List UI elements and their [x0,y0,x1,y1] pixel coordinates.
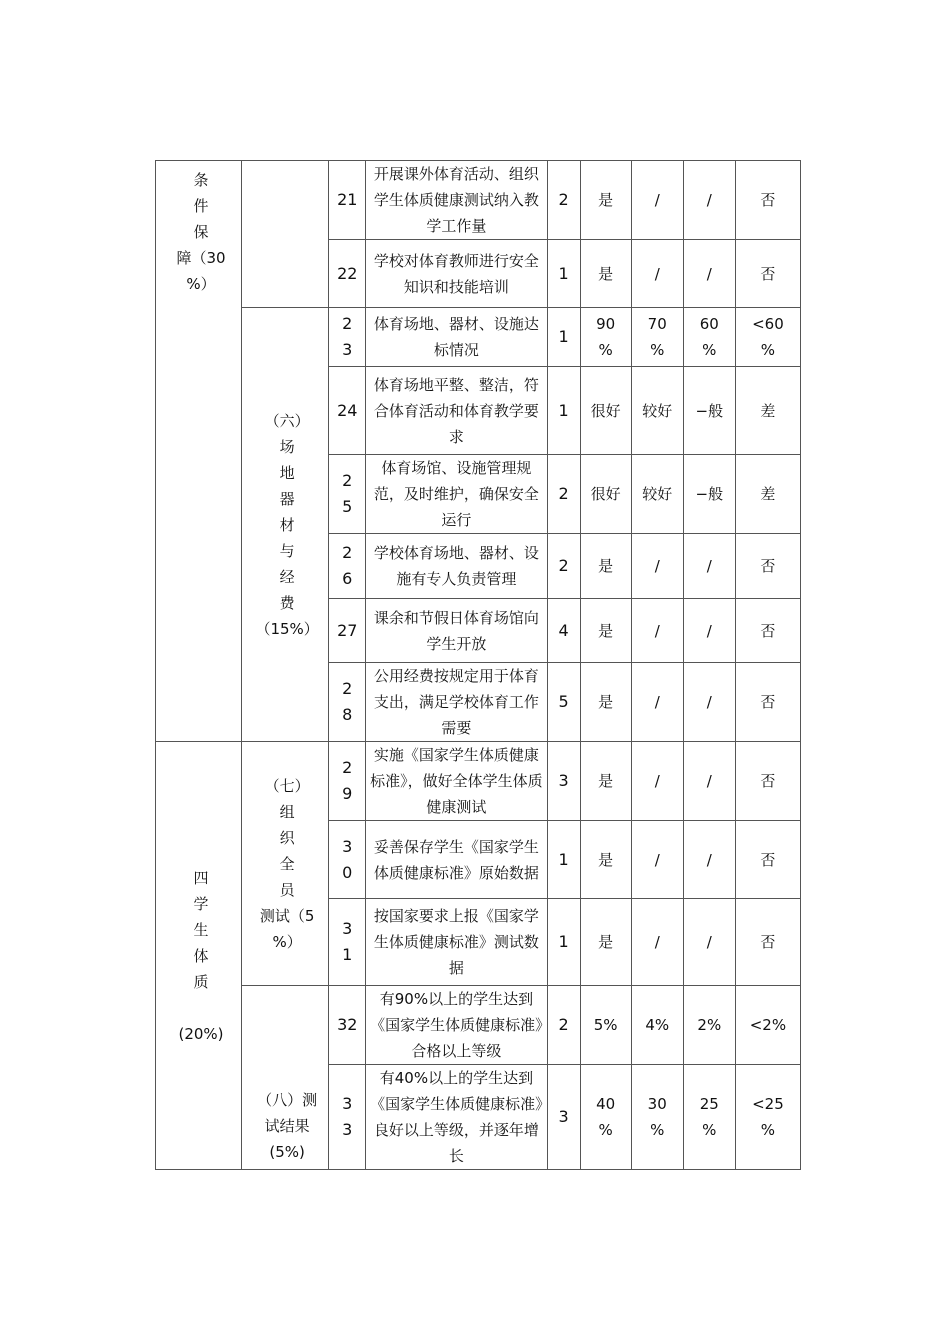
grade-d-cell: 否 [735,161,800,240]
grade-c-cell: 60 % [683,308,735,367]
grade-a-cell: 90 % [580,308,631,367]
score-cell: 3 [547,1065,580,1170]
grade-d-cell: <60 % [735,308,800,367]
table-row [156,742,801,821]
subsection-cell [242,161,329,308]
grade-c-cell: / [683,742,735,821]
score-cell: 1 [547,899,580,986]
item-text: 公用经费按规定用于体育支出，满足学校体育工作需要 [366,663,547,742]
item-text: 体育场地、器材、设施达标情况 [366,308,547,367]
section-cell [156,161,242,742]
grade-a-cell: 是 [580,240,631,308]
grade-d-cell: 否 [735,663,800,742]
row-number: 2 3 [329,308,366,367]
evaluation-table [155,160,801,1170]
grade-d-cell: 否 [735,534,800,599]
grade-b-cell: / [631,161,683,240]
grade-a-cell: 是 [580,663,631,742]
grade-c-cell: / [683,161,735,240]
item-text: 体育场馆、设施管理规范，及时维护，确保安全运行 [366,455,547,534]
row-number: 3 0 [329,821,366,899]
grade-c-cell: / [683,240,735,308]
score-cell: 4 [547,599,580,663]
item-text: 课余和节假日体育场馆向学生开放 [366,599,547,663]
grade-b-cell: 较好 [631,367,683,455]
row-number: 27 [329,599,366,663]
item-text: 体育场地平整、整洁，符合体育活动和体育教学要求 [366,367,547,455]
grade-d-cell: 否 [735,821,800,899]
grade-c-cell: / [683,534,735,599]
subsection-cell [242,308,329,742]
item-text: 有90%以上的学生达到《国家学生体质健康标准》合格以上等级 [366,986,547,1065]
grade-a-cell: 很好 [580,367,631,455]
score-cell: 2 [547,534,580,599]
grade-b-cell: / [631,663,683,742]
table-row [156,161,801,240]
table-row [156,986,801,1065]
grade-d-cell: 差 [735,455,800,534]
row-number: 2 6 [329,534,366,599]
grade-d-cell: <2% [735,986,800,1065]
table-row [156,308,801,367]
grade-d-cell: 否 [735,240,800,308]
grade-b-cell: 30 % [631,1065,683,1170]
score-cell: 1 [547,240,580,308]
item-text: 妥善保存学生《国家学生体质健康标准》原始数据 [366,821,547,899]
grade-c-cell: −般 [683,367,735,455]
row-number: 2 9 [329,742,366,821]
section-label: 条 件 保 障（30 %） [176,171,226,293]
row-number: 32 [329,986,366,1065]
grade-b-cell: / [631,742,683,821]
grade-a-cell: 是 [580,899,631,986]
grade-c-cell: 25 % [683,1065,735,1170]
grade-d-cell: 差 [735,367,800,455]
score-cell: 2 [547,986,580,1065]
grade-b-cell: / [631,534,683,599]
score-cell: 1 [547,367,580,455]
grade-b-cell: / [631,821,683,899]
grade-a-cell: 是 [580,821,631,899]
row-number: 2 5 [329,455,366,534]
grade-c-cell: / [683,821,735,899]
section-cell [156,742,242,1170]
subsection-label: （七） 组 织 全 员 测试（5 %） [259,776,315,951]
grade-b-cell: / [631,240,683,308]
grade-a-cell: 是 [580,161,631,240]
grade-a-cell: 是 [580,534,631,599]
item-text: 学校体育场地、器材、设施有专人负责管理 [366,534,547,599]
grade-c-cell: / [683,599,735,663]
subsection-cell [242,742,329,986]
grade-d-cell: 否 [735,599,800,663]
grade-a-cell: 40 % [580,1065,631,1170]
score-cell: 5 [547,663,580,742]
item-text: 实施《国家学生体质健康标准》，做好全体学生体质健康测试 [366,742,547,821]
subsection-cell [242,986,329,1170]
score-cell: 1 [547,821,580,899]
grade-c-cell: / [683,899,735,986]
item-text: 开展课外体育活动、组织学生体质健康测试纳入教学工作量 [366,161,547,240]
grade-d-cell: <25 % [735,1065,800,1170]
score-cell: 2 [547,161,580,240]
item-text: 按国家要求上报《国家学生体质健康标准》测试数据 [366,899,547,986]
subsection-label: （八）测 试结果 (5%) [257,1091,318,1161]
grade-d-cell: 否 [735,742,800,821]
row-number: 3 1 [329,899,366,986]
row-number: 24 [329,367,366,455]
section-label: 四 学 生 体 质 (20%) [178,868,224,1043]
grade-d-cell: 否 [735,899,800,986]
row-number: 21 [329,161,366,240]
subsection-label: （六） 场 地 器 材 与 经 费 （15%） [255,411,319,638]
grade-b-cell: 4% [631,986,683,1065]
grade-b-cell: / [631,599,683,663]
row-number: 2 8 [329,663,366,742]
item-text: 学校对体育教师进行安全知识和技能培训 [366,240,547,308]
grade-a-cell: 是 [580,742,631,821]
grade-b-cell: 较好 [631,455,683,534]
grade-c-cell: −般 [683,455,735,534]
item-text: 有40%以上的学生达到《国家学生体质健康标准》良好以上等级，并逐年增长 [366,1065,547,1170]
score-cell: 2 [547,455,580,534]
grade-a-cell: 5% [580,986,631,1065]
grade-a-cell: 很好 [580,455,631,534]
row-number: 3 3 [329,1065,366,1170]
grade-b-cell: 70 % [631,308,683,367]
grade-a-cell: 是 [580,599,631,663]
row-number: 22 [329,240,366,308]
score-cell: 1 [547,308,580,367]
grade-c-cell: / [683,663,735,742]
grade-c-cell: 2% [683,986,735,1065]
grade-b-cell: / [631,899,683,986]
score-cell: 3 [547,742,580,821]
